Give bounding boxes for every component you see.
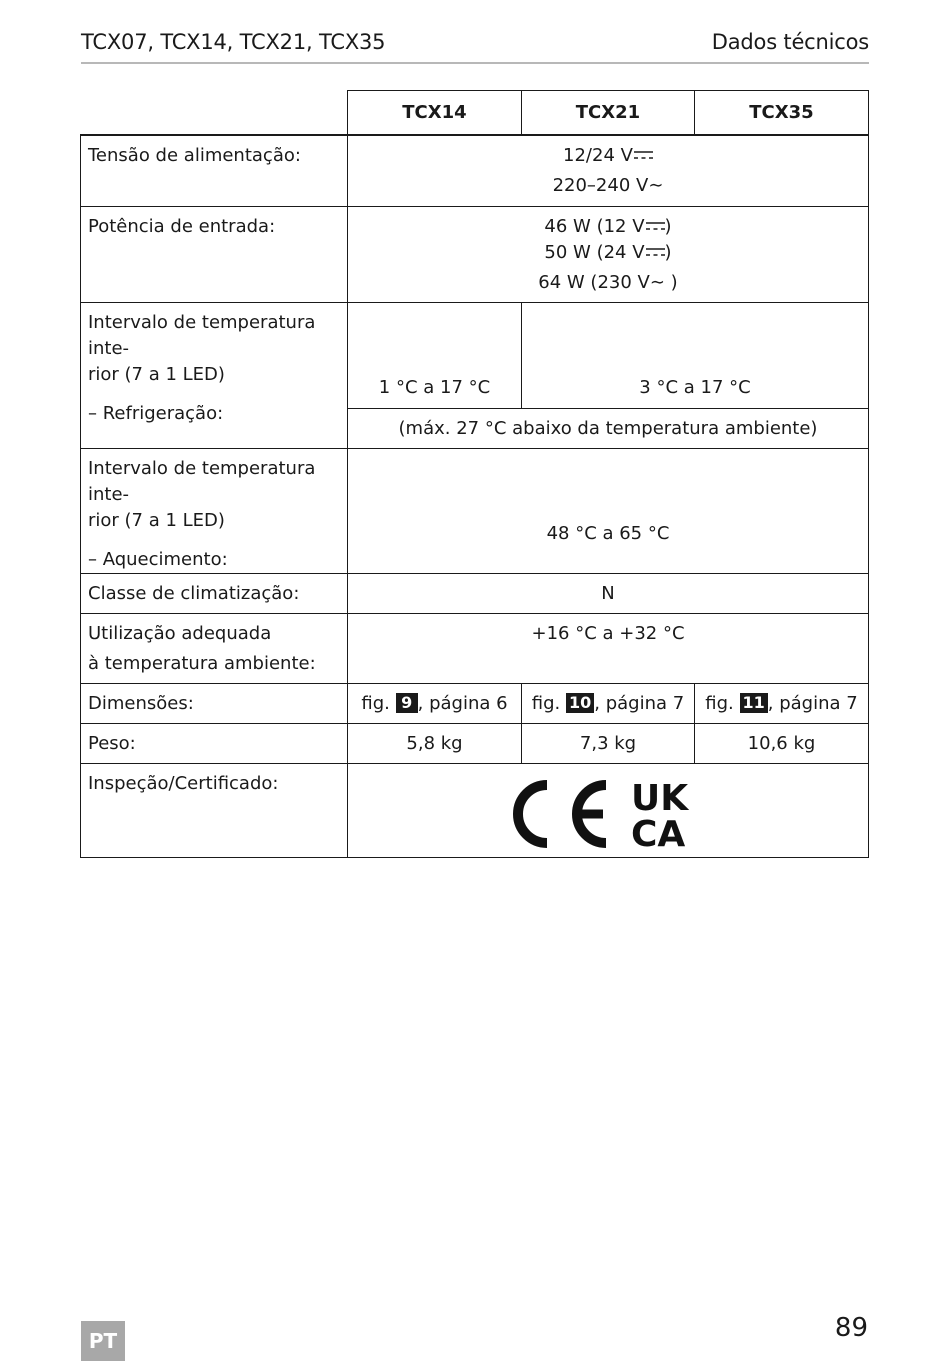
weight-label: Peso: bbox=[88, 732, 136, 754]
dimensions-label: Dimensões: bbox=[88, 692, 194, 714]
dimensions-tcx14-cell bbox=[348, 683, 522, 723]
climate-class-value: N bbox=[601, 582, 615, 604]
heating-label-line1: Intervalo de temperatura inte- bbox=[88, 457, 316, 505]
page-reference: , página 7 bbox=[594, 692, 685, 714]
row-cooling-range bbox=[81, 302, 869, 408]
column-header-tcx21: TCX21 bbox=[522, 91, 695, 136]
heating-value-cell bbox=[348, 448, 869, 573]
heating-label-line2: rior (7 a 1 LED) bbox=[88, 509, 225, 531]
figure-reference-11[interactable]: 11 bbox=[740, 693, 768, 713]
heating-label-line3: – Aquecimento: bbox=[88, 548, 228, 570]
weight-tcx35: 10,6 kg bbox=[747, 732, 816, 754]
row-dimensions bbox=[81, 683, 869, 723]
dimensions-tcx21-cell bbox=[522, 683, 695, 723]
ambient-use-cell bbox=[348, 613, 869, 683]
row-weight bbox=[81, 723, 869, 763]
weight-tcx14-cell bbox=[348, 723, 522, 763]
supply-voltage-label: Tensão de alimentação: bbox=[88, 145, 301, 166]
header-corner bbox=[81, 91, 348, 136]
page-header bbox=[81, 30, 869, 64]
cooling-note-cell bbox=[348, 408, 869, 448]
cooling-tcx21-35-cell bbox=[522, 302, 869, 408]
column-header-tcx35: TCX35 bbox=[695, 91, 869, 136]
column-header-tcx14: TCX14 bbox=[348, 91, 522, 136]
ambient-use-value: +16 °C a +32 °C bbox=[531, 622, 685, 644]
input-power-line2: 50 W (24 V bbox=[544, 241, 645, 263]
cooling-tcx14-value: 1 °C a 17 °C bbox=[378, 376, 491, 398]
weight-tcx14: 5,8 kg bbox=[406, 732, 463, 754]
figure-reference-10[interactable]: 10 bbox=[566, 693, 594, 713]
row-label-cell bbox=[81, 448, 348, 573]
dc-current-icon bbox=[646, 247, 665, 257]
cooling-tcx21-35-value: 3 °C a 17 °C bbox=[639, 376, 751, 398]
close-paren: ) bbox=[664, 241, 672, 263]
close-paren: ) bbox=[670, 271, 678, 293]
cooling-label-line2: rior (7 a 1 LED) bbox=[88, 363, 225, 385]
ambient-label-line2: à temperatura ambiente: bbox=[88, 652, 316, 674]
row-label-cell bbox=[81, 763, 348, 857]
input-power-value bbox=[348, 206, 869, 302]
row-label-cell bbox=[81, 683, 348, 723]
page-number: 89 bbox=[834, 1313, 868, 1343]
dc-current-icon bbox=[646, 221, 665, 231]
fig-prefix: fig. bbox=[705, 692, 734, 714]
row-heating-range bbox=[81, 448, 869, 573]
language-badge: PT bbox=[81, 1321, 125, 1361]
ukca-bottom-text: CA bbox=[631, 814, 686, 849]
row-input-power bbox=[81, 206, 869, 302]
fig-prefix: fig. bbox=[361, 692, 390, 714]
cooling-label-line3: – Refrigeração: bbox=[88, 402, 224, 424]
table-header-row bbox=[81, 91, 869, 136]
row-label-cell bbox=[81, 302, 348, 448]
ukca-top-text: UK bbox=[631, 779, 689, 819]
supply-voltage-ac: 220–240 V bbox=[552, 175, 649, 196]
ce-mark-icon bbox=[513, 779, 703, 849]
dimensions-tcx35-cell bbox=[695, 683, 869, 723]
ambient-label-line1: Utilização adequada bbox=[88, 622, 272, 644]
input-power-line1: 46 W (12 V bbox=[544, 215, 645, 237]
cooling-label-line1: Intervalo de temperatura inte- bbox=[88, 311, 316, 359]
certification-marks bbox=[513, 779, 703, 849]
header-section: Dados técnicos bbox=[711, 30, 869, 54]
input-power-line3: 64 W (230 V bbox=[538, 271, 650, 293]
header-models: TCX07, TCX14, TCX21, TCX35 bbox=[81, 30, 386, 54]
row-label-cell bbox=[81, 613, 348, 683]
supply-voltage-dc: 12/24 V bbox=[563, 145, 633, 166]
input-power-label: Potência de entrada: bbox=[88, 215, 276, 237]
climate-class-label: Classe de climatização: bbox=[88, 582, 300, 604]
row-label-cell bbox=[81, 723, 348, 763]
cooling-tcx14-cell bbox=[348, 302, 522, 408]
row-label-cell bbox=[81, 135, 348, 206]
dc-current-icon bbox=[634, 150, 653, 160]
ac-current-icon: ∼ bbox=[649, 271, 665, 293]
fig-prefix: fig. bbox=[531, 692, 561, 714]
weight-tcx21: 7,3 kg bbox=[579, 732, 637, 754]
heating-value: 48 °C a 65 °C bbox=[546, 522, 670, 544]
row-ambient-use bbox=[81, 613, 869, 683]
page-reference: , página 7 bbox=[767, 692, 858, 714]
row-certification bbox=[81, 763, 869, 857]
weight-tcx21-cell bbox=[522, 723, 695, 763]
row-label-cell bbox=[81, 206, 348, 302]
certification-marks-cell bbox=[348, 763, 869, 857]
row-label-cell bbox=[81, 573, 348, 613]
page-reference: , página 6 bbox=[417, 692, 508, 714]
weight-tcx35-cell bbox=[695, 723, 869, 763]
figure-reference-9[interactable]: 9 bbox=[396, 693, 418, 713]
row-supply-voltage bbox=[81, 135, 869, 206]
row-climate-class bbox=[81, 573, 869, 613]
ac-current-icon: ∼ bbox=[648, 175, 664, 196]
cooling-note: (máx. 27 °C abaixo da temperatura ambiente) bbox=[398, 417, 818, 439]
supply-voltage-value bbox=[348, 135, 869, 206]
certification-label: Inspeção/Certificado: bbox=[88, 772, 279, 794]
ukca-mark-icon bbox=[631, 779, 689, 849]
close-paren: ) bbox=[664, 215, 672, 237]
climate-class-cell bbox=[348, 573, 869, 613]
technical-data-table bbox=[80, 90, 869, 858]
